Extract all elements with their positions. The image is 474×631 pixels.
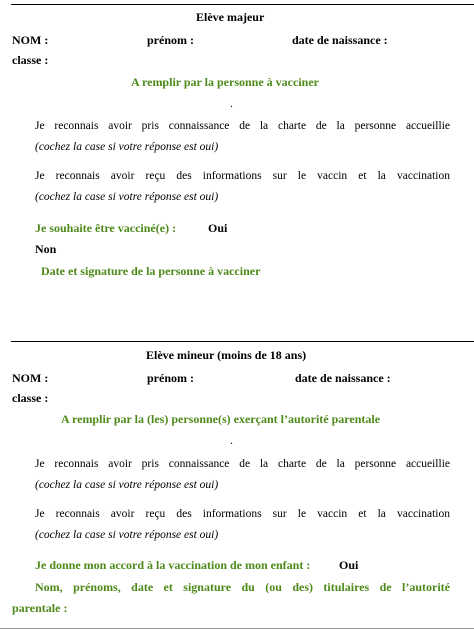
- info-note: (cochez la case si votre réponse est oui): [35, 529, 219, 541]
- top-rule: [11, 4, 474, 5]
- prenom-label: prénom :: [147, 33, 194, 47]
- date-naissance-label: date de naissance :: [292, 33, 388, 47]
- classe-label: classe :: [12, 53, 49, 67]
- info-statement: Je reconnais avoir reçu des informations sur le vaccin et la vaccination: [35, 170, 450, 182]
- signature-label: Nom, prénoms, date et signature du (ou des) titulaires de l’autorité: [35, 580, 450, 594]
- date-naissance-label: date de naissance :: [295, 371, 391, 385]
- nom-label: NOM :: [12, 371, 49, 385]
- info-note: (cochez la case si votre réponse est oui): [35, 191, 219, 203]
- section-rule: [11, 341, 474, 342]
- dot-separator: .: [230, 433, 233, 447]
- section-title-mineur: Elève mineur (moins de 18 ans): [146, 348, 307, 362]
- bottom-rule: [0, 628, 474, 629]
- accord-label: Je donne mon accord à la vaccination de mon enfant :: [35, 558, 311, 572]
- charte-statement: Je reconnais avoir pris connaissance de la charte de la personne accueillie: [35, 458, 450, 470]
- non-option[interactable]: Non: [35, 242, 57, 256]
- oui-option[interactable]: Oui: [208, 221, 228, 235]
- charte-note: (cochez la case si votre réponse est oui): [35, 141, 219, 153]
- instruction-text: A remplir par la (les) personne(s) exerçant l’autorité parentale: [61, 412, 381, 426]
- instruction-text: A remplir par la personne à vacciner: [131, 75, 319, 89]
- dot-separator: .: [230, 96, 233, 110]
- charte-statement: Je reconnais avoir pris connaissance de la charte de la personne accueillie: [35, 120, 450, 132]
- info-statement: Je reconnais avoir reçu des informations sur le vaccin et la vaccination: [35, 508, 450, 520]
- nom-label: NOM :: [12, 33, 49, 47]
- signature-label-continued: parentale :: [12, 601, 68, 615]
- classe-label: classe :: [12, 391, 49, 405]
- signature-label: Date et signature de la personne à vacciner: [41, 264, 261, 278]
- oui-option[interactable]: Oui: [339, 558, 359, 572]
- charte-note: (cochez la case si votre réponse est oui): [35, 479, 219, 491]
- souhait-label: Je souhaite être vacciné(e) :: [35, 221, 177, 235]
- section-title-majeur: Elève majeur: [196, 10, 265, 24]
- prenom-label: prénom :: [147, 371, 194, 385]
